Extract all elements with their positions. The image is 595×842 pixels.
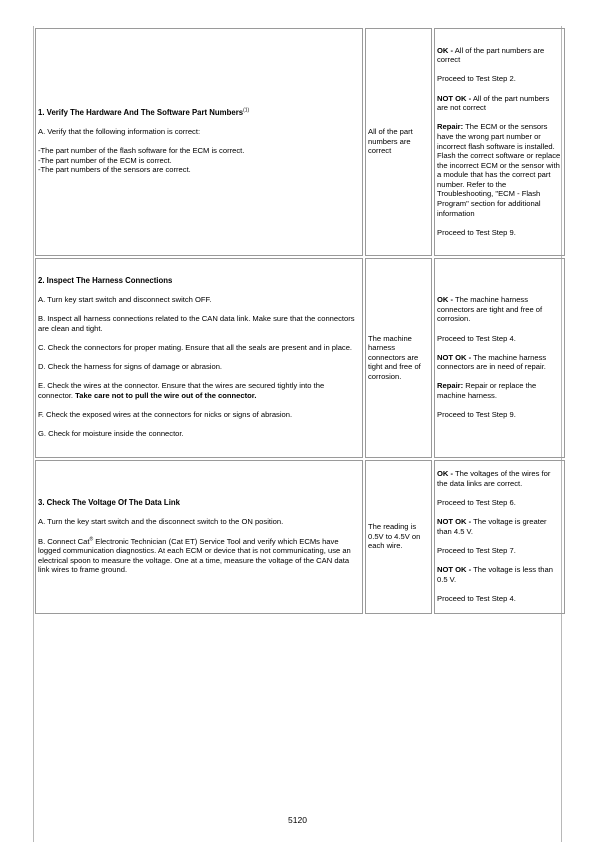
instruction-text: B. Inspect all harness connections related to the CAN data link. Make sure that the connectors are clean and tight. — [38, 314, 355, 333]
instruction-text: G. Check for moisture inside the connector. — [38, 429, 184, 439]
ok-result: OK - The voltages of the wires for the data links are correct. — [437, 469, 551, 488]
not-ok-result: NOT OK - The machine harness connectors are in need of repair. — [437, 352, 547, 372]
expected-result-cell — [365, 460, 432, 614]
proceed-text: Proceed to Test Step 2. — [437, 74, 516, 84]
instruction-text: F. Check the exposed wires at the connectors for nicks or signs of abrasion. — [38, 410, 293, 420]
expected-result: The machine harness connectors are tight and free of corrosion. — [368, 333, 421, 381]
instruction-text: -The part number of the flash software for the ECM is correct. — [38, 146, 245, 156]
instruction-text: A. Turn key start switch and disconnect switch OFF. — [38, 295, 212, 305]
registered-mark: ® — [89, 535, 94, 542]
instruction-text: B. Connect Cat® Electronic Technician (Cat ET) Service Tool and verify which ECMs have logged communication diagnostics. At each ECM or device that is not communicating, use an electrical spoon to measure the voltage. One at a time, measure the voltage of the CAN data link wires to frame ground. — [38, 535, 351, 575]
instruction-text: E. Check the wires at the connector. Ensure that the wires are secured tightly into the connector. Take care not to pull the wire out of the connector. — [38, 381, 325, 401]
repair-text: Repair: The ECM or the sensors have the wrong part number or incorrect flash software is installed. Flash the correct software or replace the incorrect ECM or the sensor with a module that has the correct part number. Refer to the Troubleshooting, "ECM - Flash Program" section for additional information — [437, 122, 561, 218]
proceed-text: Proceed to Test Step 9. — [437, 227, 516, 237]
not-ok-result: NOT OK - All of the part numbers are not correct — [437, 93, 550, 113]
proceed-text: Proceed to Test Step 6. — [437, 498, 516, 508]
ok-result: OK - The machine harness connectors are tight and free of corrosion. — [437, 295, 543, 324]
expected-result: All of the part numbers are correct — [368, 127, 413, 156]
repair-text: Repair: Repair or replace the machine harness. — [437, 381, 537, 401]
results-cell — [434, 460, 565, 614]
step-instructions-cell — [35, 460, 363, 614]
expected-result-cell — [365, 28, 432, 256]
instruction-text: -The part numbers of the sensors are correct. — [38, 165, 191, 175]
troubleshooting-table — [33, 26, 567, 616]
instruction-text: A. Verify that the following information is correct: — [38, 127, 201, 137]
proceed-text: Proceed to Test Step 4. — [437, 333, 516, 343]
not-ok-result: NOT OK - The voltage is less than 0.5 V. — [437, 565, 553, 584]
test-step-row — [35, 258, 565, 458]
test-step-row — [35, 460, 565, 614]
test-step-row — [35, 28, 565, 256]
proceed-text: Proceed to Test Step 9. — [437, 410, 516, 420]
step-title: 1. Verify The Hardware And The Software Part Numbers$^{(1)}$ — [38, 107, 250, 117]
step-instructions-cell — [35, 258, 363, 458]
not-ok-result: NOT OK - The voltage is greater than 4.5 V. — [437, 517, 547, 536]
expected-result: The reading is 0.5V to 4.5V on each wire. — [368, 522, 421, 551]
ok-result: OK - All of the part numbers are correct — [437, 45, 545, 65]
instruction-text: D. Check the harness for signs of damage or abrasion. — [38, 362, 223, 372]
results-cell — [434, 258, 565, 458]
step-title: 2. Inspect The Harness Connections — [38, 275, 173, 285]
proceed-text: Proceed to Test Step 7. — [437, 546, 516, 556]
page-number: 5120 — [288, 815, 307, 825]
step-instructions-cell — [35, 28, 363, 256]
proceed-text: Proceed to Test Step 4. — [437, 594, 516, 604]
instruction-text: A. Turn the key start switch and the disconnect switch to the ON position. — [38, 517, 284, 527]
instruction-text: C. Check the connectors for proper mating. Ensure that all the seals are present and in place. — [38, 343, 353, 353]
footnote-marker: (1) — [243, 107, 250, 114]
step-title: 3. Check The Voltage Of The Data Link — [38, 498, 180, 508]
instruction-text: -The part number of the ECM is correct. — [38, 155, 172, 165]
expected-result-cell — [365, 258, 432, 458]
results-cell — [434, 28, 565, 256]
